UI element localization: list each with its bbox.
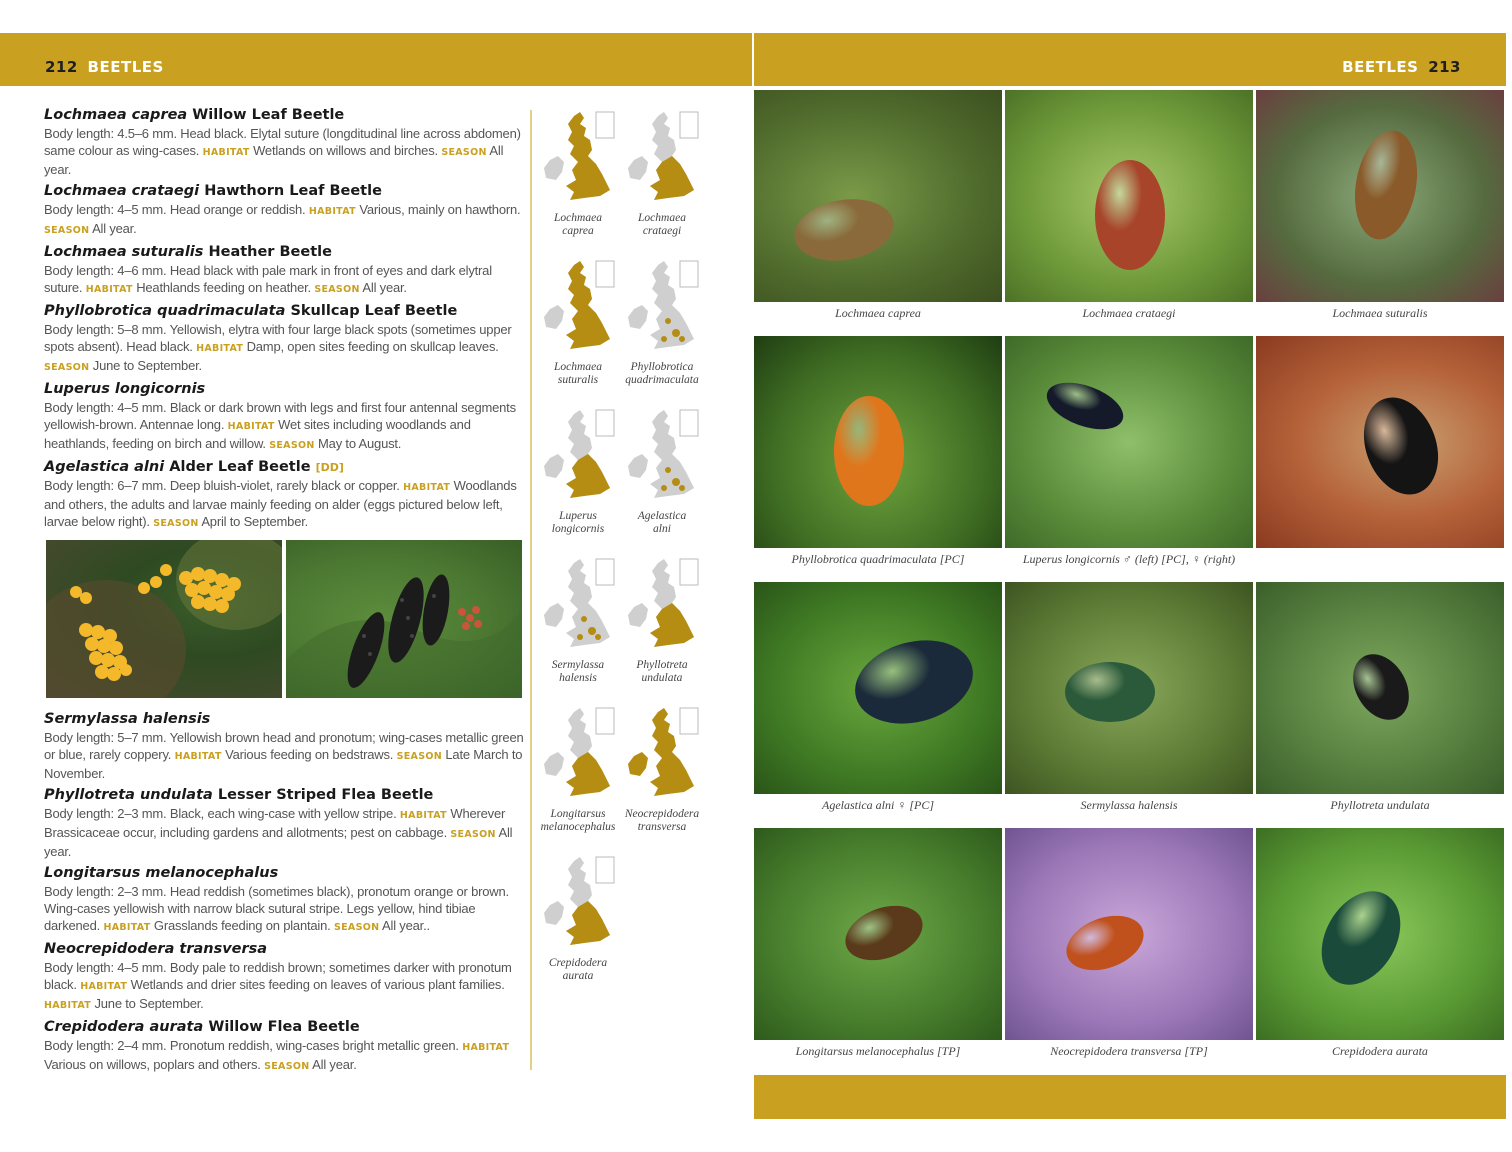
common-name: Willow Flea Beetle: [208, 1019, 360, 1035]
common-name: Skullcap Leaf Beetle: [290, 303, 458, 319]
map-caption: [538, 510, 618, 536]
habitat-text: Heathlands feeding on heather.: [136, 280, 311, 295]
photo-cell: [754, 90, 1002, 336]
photo-cell: [754, 336, 1002, 582]
photo-caption: Luperus longicornis ♂ (left) [PC], ♀ (right): [1022, 552, 1236, 566]
map-graphic: [540, 408, 620, 504]
distribution-map: [622, 257, 706, 406]
distribution-map: [538, 406, 622, 555]
map-caption: [622, 361, 702, 387]
species-heading: [44, 864, 526, 883]
beetle-figure: [1306, 877, 1417, 999]
habitat-text: Wetlands on willows and birches.: [253, 143, 438, 158]
photo-caption: Agelastica alni ♀ [PC]: [822, 798, 934, 812]
map-caption-species: halensis: [559, 672, 597, 684]
distribution-map: [538, 704, 622, 853]
body-length-text: Body length: 4–5 mm. Body pale to reddish brown; sometimes darker with pronotum black.: [44, 960, 512, 992]
beetle-figure: [1351, 387, 1451, 505]
common-name: Willow Leaf Beetle: [192, 107, 345, 123]
habitat-keyword: HABITAT: [196, 343, 244, 354]
beetle-photo: [1005, 828, 1253, 1040]
scientific-name: Luperus longicornis: [44, 381, 206, 397]
species-entry: [44, 106, 526, 178]
species-heading: [44, 243, 526, 262]
habitat-text: Wetlands and drier sites feeding on leaves of various plant families.: [130, 977, 505, 992]
species-description: [44, 1037, 526, 1075]
species-entry: [44, 182, 526, 239]
conservation-status-badge: [DD]: [315, 461, 344, 474]
species-description: [44, 399, 526, 454]
map-caption: [622, 808, 702, 834]
body-length-text: Body length: 2–3 mm. Black, each wing-case with yellow stripe.: [44, 806, 397, 821]
species-entry: [44, 940, 526, 1014]
map-caption-species: transversa: [637, 821, 687, 833]
scientific-name: Neocrepidodera transversa: [44, 941, 268, 957]
map-graphic: [540, 110, 620, 206]
scientific-name: Crepidodera aurata: [44, 1019, 204, 1035]
habitat-text: Wherever Brassicaceae occur, including gardens and allotments; pest on cabbage.: [44, 806, 506, 840]
habitat-text: Wet sites including woodlands and heathlands, feeding on birch and willow.: [44, 417, 471, 451]
species-entry: [44, 786, 526, 860]
species-entry: [44, 302, 526, 376]
beetle-figure: [1347, 126, 1425, 245]
season-keyword: SEASON: [314, 284, 360, 295]
scientific-name: Sermylassa halensis: [44, 711, 211, 727]
photo-caption: Lochmaea crataegi: [1082, 306, 1176, 320]
map-caption: [622, 212, 702, 238]
body-length-text: Body length: 5–7 mm. Yellowish brown head and pronotum; wing-cases metallic green or blue, rarely coppery.: [44, 730, 524, 762]
map-caption-species: undulata: [641, 672, 683, 684]
beetle-figure: [1095, 160, 1165, 270]
map-caption: [538, 361, 618, 387]
season-text: Late March to November.: [44, 747, 523, 781]
map-caption-species: caprea: [562, 225, 594, 237]
map-row: [538, 555, 706, 704]
habitat-keyword: HABITAT: [80, 981, 128, 992]
photo-caption: Crepidodera aurata: [1332, 1044, 1428, 1058]
species-description: [44, 883, 526, 936]
photo-cell: [754, 828, 1002, 1074]
photo-cell: [1005, 828, 1253, 1074]
scientific-name: Lochmaea caprea: [44, 107, 188, 123]
distribution-map: [622, 406, 706, 555]
body-length-text: Body length: 6–7 mm. Deep bluish-violet, rarely black or copper.: [44, 478, 400, 493]
species-description: [44, 201, 526, 239]
species-text-column: [44, 106, 526, 1079]
season-text: All year..: [382, 918, 430, 933]
habitat-keyword: HABITAT: [399, 810, 447, 821]
beetle-photo: [1256, 582, 1504, 794]
species-heading: [44, 106, 526, 125]
season-keyword: SEASON: [153, 518, 199, 529]
beetle-figure: [834, 396, 904, 506]
species-heading: [44, 380, 526, 399]
map-graphic: [624, 110, 704, 206]
photo-cell: [1256, 582, 1504, 828]
habitat-keyword: HABITAT: [174, 751, 222, 762]
map-caption-species: aurata: [562, 970, 594, 982]
map-graphic: [540, 557, 620, 653]
common-name: Lesser Striped Flea Beetle: [217, 787, 434, 803]
season-text: June to September.: [92, 358, 202, 373]
map-caption: [538, 808, 618, 834]
habitat-keyword: HABITAT: [85, 284, 133, 295]
beetle-figure: [838, 896, 930, 970]
beetle-photo: [1005, 582, 1253, 794]
season-keyword: SEASON: [44, 225, 90, 236]
distribution-map: [538, 108, 622, 257]
map-graphic: [540, 855, 620, 951]
habitat-text: Grasslands feeding on plantain.: [153, 918, 331, 933]
common-name: Heather Beetle: [208, 244, 332, 260]
distribution-map: [538, 257, 622, 406]
photo-row: [754, 828, 1506, 1074]
map-caption-species: melanocephalus: [540, 821, 616, 833]
photo-grid: [754, 90, 1506, 1074]
map-caption-species: alni: [653, 523, 671, 535]
map-caption-genus: Sermylassa: [551, 659, 605, 671]
map-caption-genus: Lochmaea: [638, 212, 686, 224]
body-length-text: Body length: 2–3 mm. Head reddish (sometimes black), pronotum orange or brown. Wing-cases yellowish with narrow black sutural stripe. Legs yellow, hind tibiae darkened.: [44, 884, 509, 933]
map-caption-species: longicornis: [551, 523, 605, 535]
map-caption-species: quadrimaculata: [625, 374, 699, 386]
map-caption-genus: Lochmaea: [554, 361, 602, 373]
habitat-text: Various on willows, poplars and others.: [44, 1057, 261, 1072]
map-caption-genus: Neocrepidodera: [624, 808, 700, 820]
map-graphic: [624, 706, 704, 802]
photo-cell: [754, 582, 1002, 828]
photo-row: [754, 336, 1506, 582]
species-heading: [44, 182, 526, 201]
map-caption-species: suturalis: [557, 374, 599, 386]
season-text: April to September.: [201, 514, 309, 529]
map-caption-genus: Longitarsus: [550, 808, 606, 820]
habitat-text: Damp, open sites feeding on skullcap leaves.: [246, 339, 499, 354]
photo-cell: [1005, 582, 1253, 828]
season-keyword: SEASON: [396, 751, 442, 762]
map-graphic: [540, 259, 620, 355]
map-caption-genus: Lochmaea: [554, 212, 602, 224]
scientific-name: Lochmaea crataegi: [44, 183, 200, 199]
photo-row: [754, 582, 1506, 828]
right-page-header: [754, 33, 1506, 86]
species-description: [44, 729, 526, 782]
alder-larvae-photo: [286, 540, 522, 698]
photo-caption: Phyllotreta undulata: [1330, 798, 1430, 812]
beetle-photo: [754, 336, 1002, 548]
map-caption-genus: Crepidodera: [548, 957, 608, 969]
body-length-text: Body length: 4–5 mm. Black or dark brown with legs and first four antennal segments yellowish-brown. Antennae long.: [44, 400, 516, 432]
habitat-text: Various, mainly on hawthorn.: [359, 202, 521, 217]
species-description: [44, 125, 526, 178]
beetle-photo: [1005, 336, 1253, 548]
species-heading: [44, 1018, 526, 1037]
scientific-name: Longitarsus melanocephalus: [44, 865, 279, 881]
species-description: [44, 321, 526, 376]
season-text: All year.: [92, 221, 137, 236]
photo-cell: [1256, 828, 1504, 1074]
right-header-text: [1342, 58, 1461, 76]
map-caption-genus: Phyllobrotica: [630, 361, 694, 373]
beetle-photo: [754, 90, 1002, 302]
map-row: [538, 108, 706, 257]
body-length-text: Body length: 4–5 mm. Head orange or reddish.: [44, 202, 306, 217]
map-graphic: [624, 557, 704, 653]
scientific-name: Lochmaea suturalis: [44, 244, 204, 260]
species-heading: [44, 786, 526, 805]
distribution-map: [622, 555, 706, 704]
season-keyword: SEASON: [44, 362, 90, 373]
distribution-map: [622, 108, 706, 257]
season-keyword: SEASON: [264, 1061, 310, 1072]
beetle-figure: [1041, 374, 1130, 439]
body-length-text: Body length: 4–6 mm. Head black with pale mark in front of eyes and dark elytral suture.: [44, 263, 492, 295]
beetle-photo: [1256, 828, 1504, 1040]
distribution-map: [538, 853, 622, 1002]
right-section-title: BEETLES: [1342, 58, 1419, 76]
distribution-map: [622, 704, 706, 853]
species-description: [44, 262, 526, 298]
column-divider: [530, 110, 532, 1070]
season-keyword: SEASON: [269, 440, 315, 451]
beetle-photo: [754, 582, 1002, 794]
scientific-name: Agelastica alni: [44, 459, 165, 475]
scientific-name: Phyllobrotica quadrimaculata: [44, 303, 286, 319]
species-heading: [44, 940, 526, 959]
photo-caption: Neocrepidodera transversa [TP]: [1050, 1044, 1208, 1058]
alder-eggs-photo: [46, 540, 282, 698]
beetle-photo: [1256, 90, 1504, 302]
alder-inset-photos: [46, 540, 526, 698]
species-heading: [44, 710, 526, 729]
species-description: [44, 805, 526, 860]
left-page-number: 212: [45, 58, 78, 76]
beetle-figure: [846, 628, 983, 736]
photo-caption: Sermylassa halensis: [1080, 798, 1178, 812]
species-entry: [44, 380, 526, 454]
species-description: [44, 477, 526, 532]
season-text: All year.: [312, 1057, 357, 1072]
species-entry: [44, 458, 526, 532]
habitat-keyword: HABITAT: [403, 482, 451, 493]
map-caption: [622, 659, 702, 685]
habitat-text: Various feeding on bedstraws.: [225, 747, 394, 762]
species-entry: [44, 710, 526, 782]
habitat-keyword: HABITAT: [44, 1000, 92, 1011]
left-section-title: BEETLES: [87, 58, 164, 76]
map-graphic: [624, 259, 704, 355]
map-row: [538, 406, 706, 555]
season-keyword: SEASON: [450, 829, 496, 840]
beetle-photo: [754, 828, 1002, 1040]
species-entry: [44, 1018, 526, 1075]
species-entry: [44, 864, 526, 936]
map-caption: [538, 659, 618, 685]
photo-caption: Phyllobrotica quadrimaculata [PC]: [791, 552, 965, 566]
right-page-footer-bar: [754, 1075, 1506, 1119]
scientific-name: Phyllotreta undulata: [44, 787, 213, 803]
habitat-keyword: HABITAT: [227, 421, 275, 432]
map-caption-species: crataegi: [642, 225, 682, 237]
season-text: June to September.: [94, 996, 204, 1011]
season-text: All year.: [44, 825, 513, 859]
distribution-map: [538, 555, 622, 704]
distribution-maps: [538, 108, 706, 1002]
beetle-photo: [1005, 90, 1253, 302]
common-name: Alder Leaf Beetle: [169, 459, 311, 475]
map-row: [538, 853, 706, 1002]
photo-cell: [1256, 336, 1504, 582]
left-header-text: [45, 58, 164, 76]
species-heading: [44, 458, 526, 477]
map-row: [538, 257, 706, 406]
photo-caption: Lochmaea caprea: [835, 306, 921, 320]
season-text: May to August.: [318, 436, 402, 451]
habitat-keyword: HABITAT: [202, 147, 250, 158]
season-keyword: SEASON: [441, 147, 487, 158]
photo-caption: Longitarsus melanocephalus [TP]: [795, 1044, 961, 1058]
beetle-figure: [1059, 906, 1151, 980]
photo-cell: [1005, 90, 1253, 336]
photo-cell: [1005, 336, 1253, 582]
map-graphic: [624, 408, 704, 504]
species-description: [44, 959, 526, 1014]
photo-caption: Lochmaea suturalis: [1332, 306, 1428, 320]
habitat-keyword: HABITAT: [103, 922, 151, 933]
map-caption: [538, 957, 618, 983]
body-length-text: Body length: 4.5–6 mm. Head black. Elytal suture (longditudinal line across abdomen) same colour as wing-cases.: [44, 126, 521, 158]
species-entry: [44, 243, 526, 298]
left-page-header: [0, 33, 752, 86]
habitat-keyword: HABITAT: [308, 206, 356, 217]
map-caption-genus: Phyllotreta: [636, 659, 688, 671]
habitat-text: Woodlands and others, the adults and larvae mainly feeding on alder (eggs pictured below left, larvae below right).: [44, 478, 517, 529]
map-caption-genus: Agelastica: [637, 510, 687, 522]
beetle-figure: [790, 192, 899, 268]
season-text: All year.: [44, 143, 504, 177]
habitat-keyword: HABITAT: [462, 1042, 510, 1053]
map-graphic: [540, 706, 620, 802]
body-length-text: Body length: 2–4 mm. Pronotum reddish, wing-cases bright metallic green.: [44, 1038, 459, 1053]
season-text: All year.: [362, 280, 407, 295]
photo-cell: [1256, 90, 1504, 336]
season-keyword: SEASON: [333, 922, 380, 933]
map-row: [538, 704, 706, 853]
beetle-figure: [1342, 644, 1420, 730]
photo-row: [754, 90, 1506, 336]
photo-caption: [1256, 548, 1504, 582]
body-length-text: Body length: 5–8 mm. Yellowish, elytra with four large black spots (sometimes upper spots absent). Head black.: [44, 322, 512, 354]
species-heading: [44, 302, 526, 321]
map-caption-genus: Luperus: [559, 510, 597, 522]
right-page-number: 213: [1428, 58, 1461, 76]
beetle-figure: [1065, 662, 1155, 722]
common-name: Hawthorn Leaf Beetle: [204, 183, 382, 199]
beetle-photo: [1256, 336, 1504, 548]
map-caption: [622, 510, 702, 536]
map-caption: [538, 212, 618, 238]
